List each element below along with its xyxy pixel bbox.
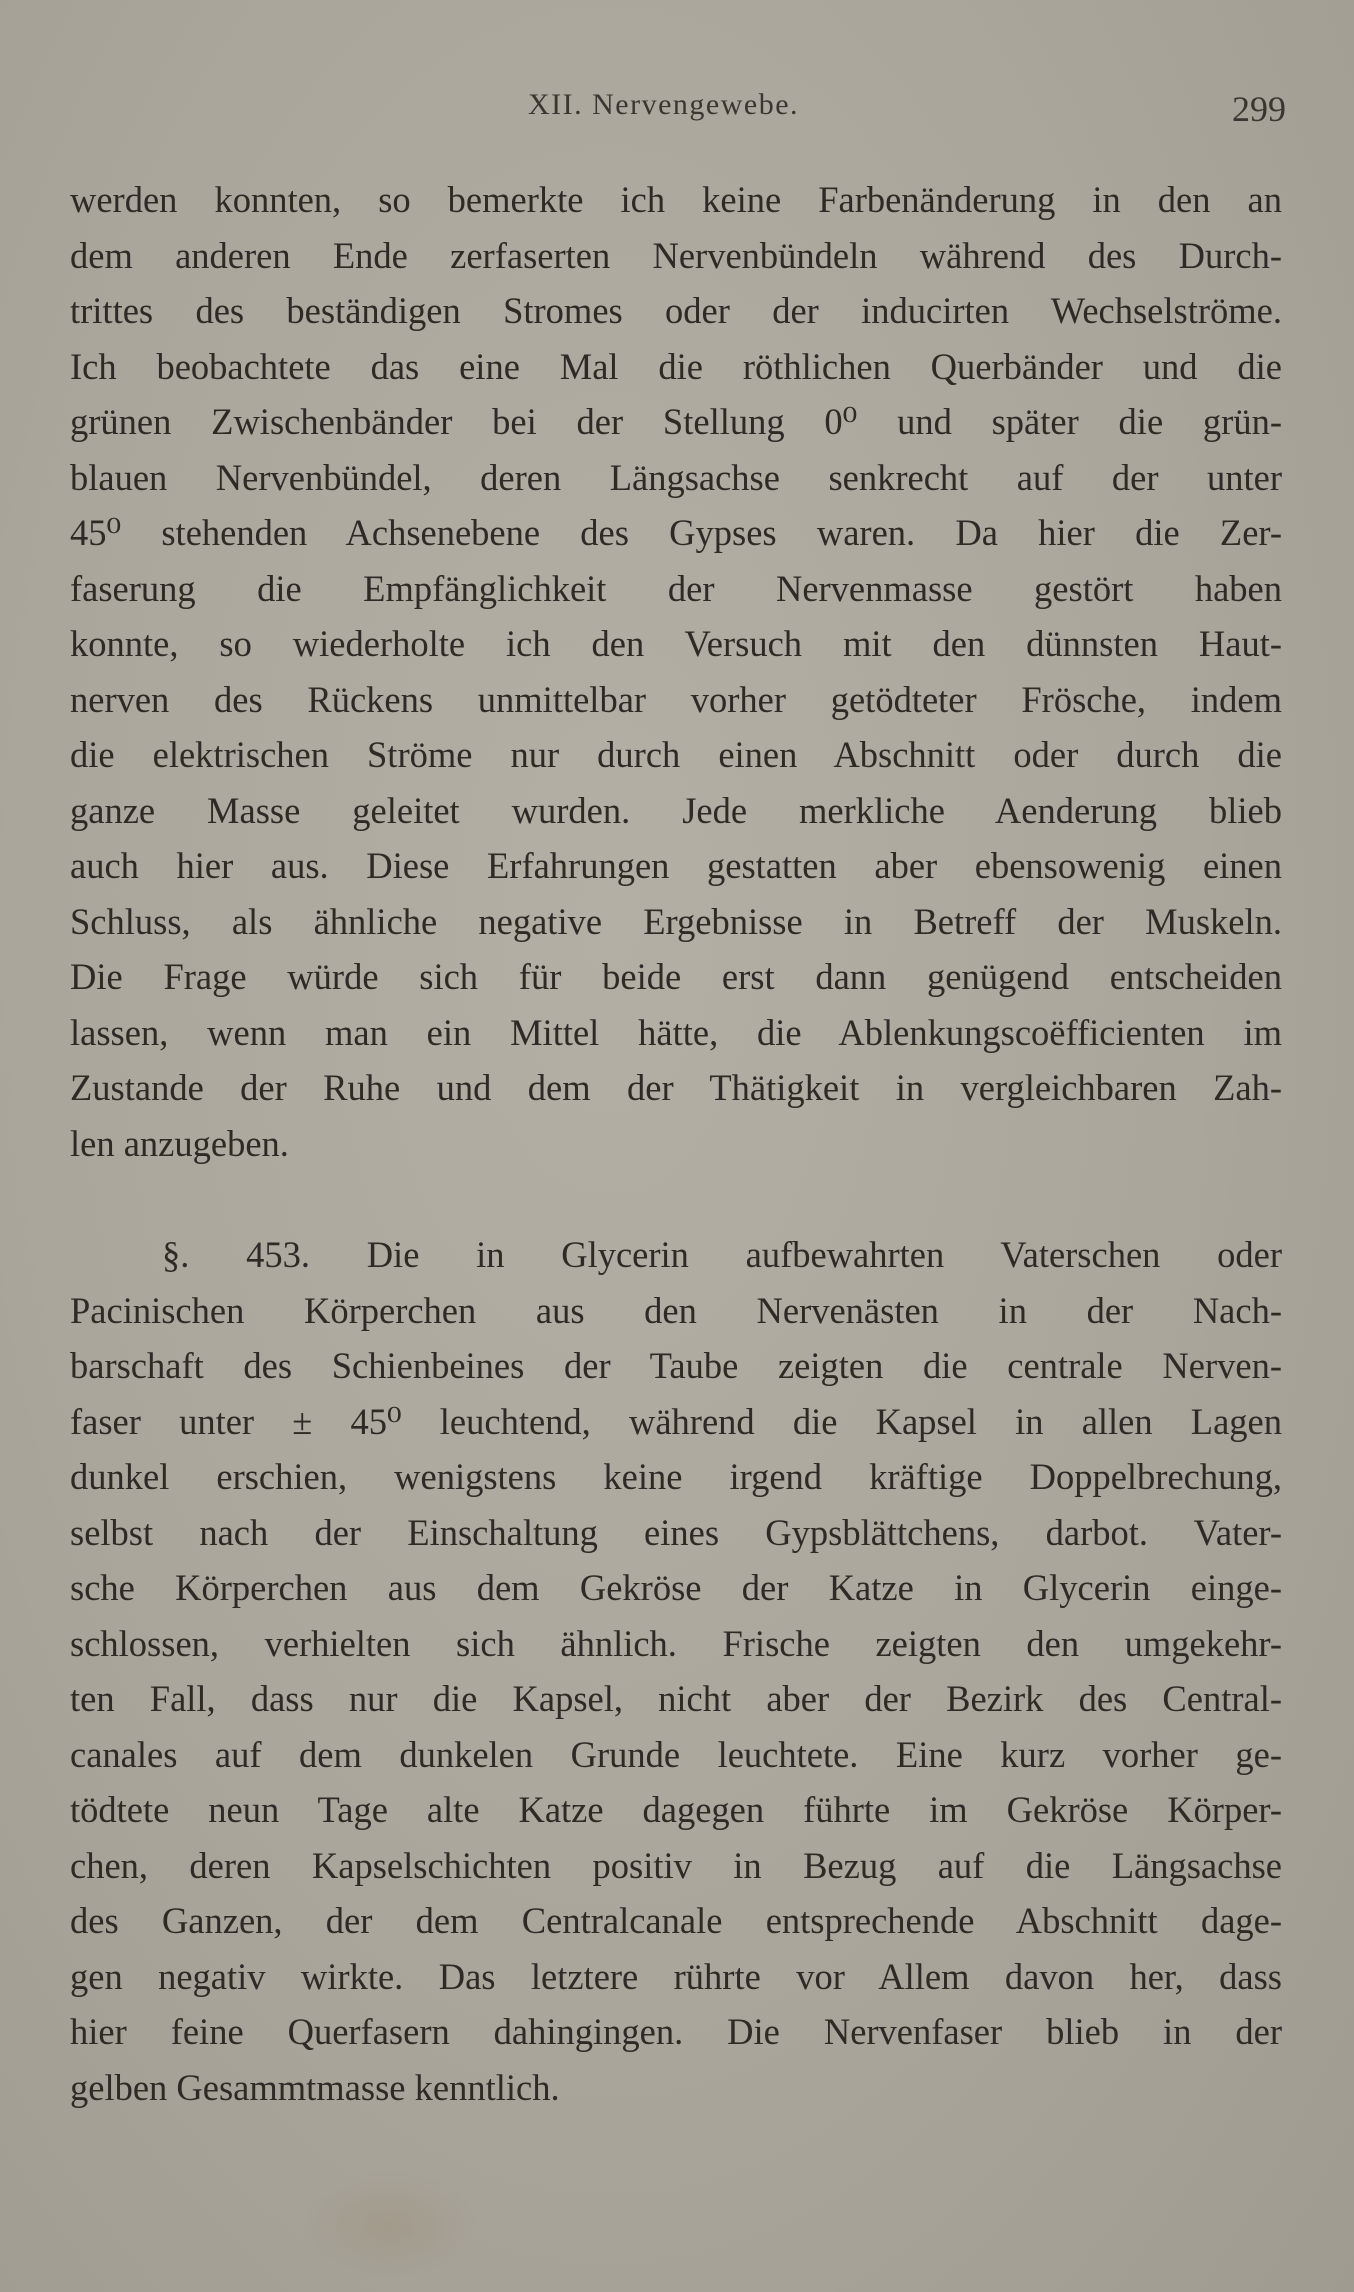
paragraph-1 — [70, 172, 1282, 1171]
text-line: Pacinischen Körperchen aus den Nervenästen in der Nach- — [70, 1289, 1282, 1331]
text-line: Die Frage würde sich für beide erst dann genügend entscheiden — [70, 956, 1282, 997]
paragraph-2 — [70, 1227, 1282, 2115]
text-line: §. 453. Die in Glycerin aufbewahrten Vaterschen oder — [162, 1234, 1282, 1275]
text-line: Zustande der Ruhe und dem der Thätigkeit in vergleichbaren Zah- — [70, 1067, 1282, 1108]
text-line: grünen Zwischenbänder bei der Stellung 0⁰ und später die grün- — [70, 401, 1282, 442]
page-number: 299 — [1232, 89, 1286, 129]
text-line: selbst nach der Einschaltung eines Gypsblättchens, darbot. Vater- — [70, 1511, 1282, 1553]
text-line: len anzugeben. — [70, 1122, 289, 1164]
text-line: faserung die Empfänglichkeit der Nervenmasse gestört haben — [70, 567, 1282, 609]
text-line: faser unter ± 45⁰ leuchtend, während die Kapsel in allen Lagen — [70, 1400, 1282, 1442]
text-line: werden konnten, so bemerkte ich keine Farbenänderung in den an — [70, 179, 1282, 220]
text-line: hier feine Querfasern dahingingen. Die Nervenfaser blieb in der — [70, 2011, 1282, 2052]
text-line: trittes des beständigen Stromes oder der inducirten Wechselströme. — [70, 290, 1282, 331]
running-head — [0, 88, 1354, 138]
text-line: schlossen, verhielten sich ähnlich. Frische zeigten den umgekehr- — [70, 1622, 1282, 1664]
text-line: barschaft des Schienbeines der Taube zeigten die centrale Nerven- — [70, 1345, 1282, 1386]
text-line: Ich beobachtete das eine Mal die röthlichen Querbänder und die — [70, 345, 1282, 387]
text-line: sche Körperchen aus dem Gekröse der Katze in Glycerin einge- — [70, 1567, 1282, 1608]
text-line: gen negativ wirkte. Das letztere rührte vor Allem davon her, dass — [70, 1955, 1282, 1997]
text-line: auch hier aus. Diese Erfahrungen gestatten aber ebensowenig einen — [70, 845, 1282, 886]
running-title: XII. Nervengewebe. — [528, 88, 800, 121]
text-line: ganze Masse geleitet wurden. Jede merkliche Aenderung blieb — [70, 789, 1282, 831]
text-line: ten Fall, dass nur die Kapsel, nicht aber der Bezirk des Central- — [70, 1678, 1282, 1719]
text-line: dem anderen Ende zerfaserten Nervenbündeln während des Durch- — [70, 234, 1282, 276]
text-line: lassen, wenn man ein Mittel hätte, die Ablenkungscoëfficienten im — [70, 1011, 1282, 1053]
text-line: nerven des Rückens unmittelbar vorher getödteter Frösche, indem — [70, 678, 1282, 720]
text-line: des Ganzen, der dem Centralcanale entsprechende Abschnitt dage- — [70, 1900, 1282, 1941]
text-line: 45⁰ stehenden Achsenebene des Gypses waren. Da hier die Zer- — [70, 512, 1282, 553]
body-text — [70, 172, 1282, 2115]
text-line: blauen Nervenbündel, deren Längsachse senkrecht auf der unter — [70, 456, 1282, 498]
paper-stain — [300, 2170, 480, 2280]
paragraph-gap — [70, 1171, 1282, 1227]
text-line: konnte, so wiederholte ich den Versuch mit den dünnsten Haut- — [70, 623, 1282, 664]
text-line: tödtete neun Tage alte Katze dagegen führte im Gekröse Körper- — [70, 1789, 1282, 1830]
text-line: gelben Gesammtmasse kenntlich. — [70, 2066, 560, 2108]
text-line: dunkel erschien, wenigstens keine irgend kräftige Doppelbrechung, — [70, 1456, 1282, 1497]
text-line: canales auf dem dunkelen Grunde leuchtete. Eine kurz vorher ge- — [70, 1733, 1282, 1775]
text-line: Schluss, als ähnliche negative Ergebnisse in Betreff der Muskeln. — [70, 900, 1282, 942]
text-line: chen, deren Kapselschichten positiv in Bezug auf die Längsachse — [70, 1844, 1282, 1886]
text-line: die elektrischen Ströme nur durch einen Abschnitt oder durch die — [70, 734, 1282, 775]
